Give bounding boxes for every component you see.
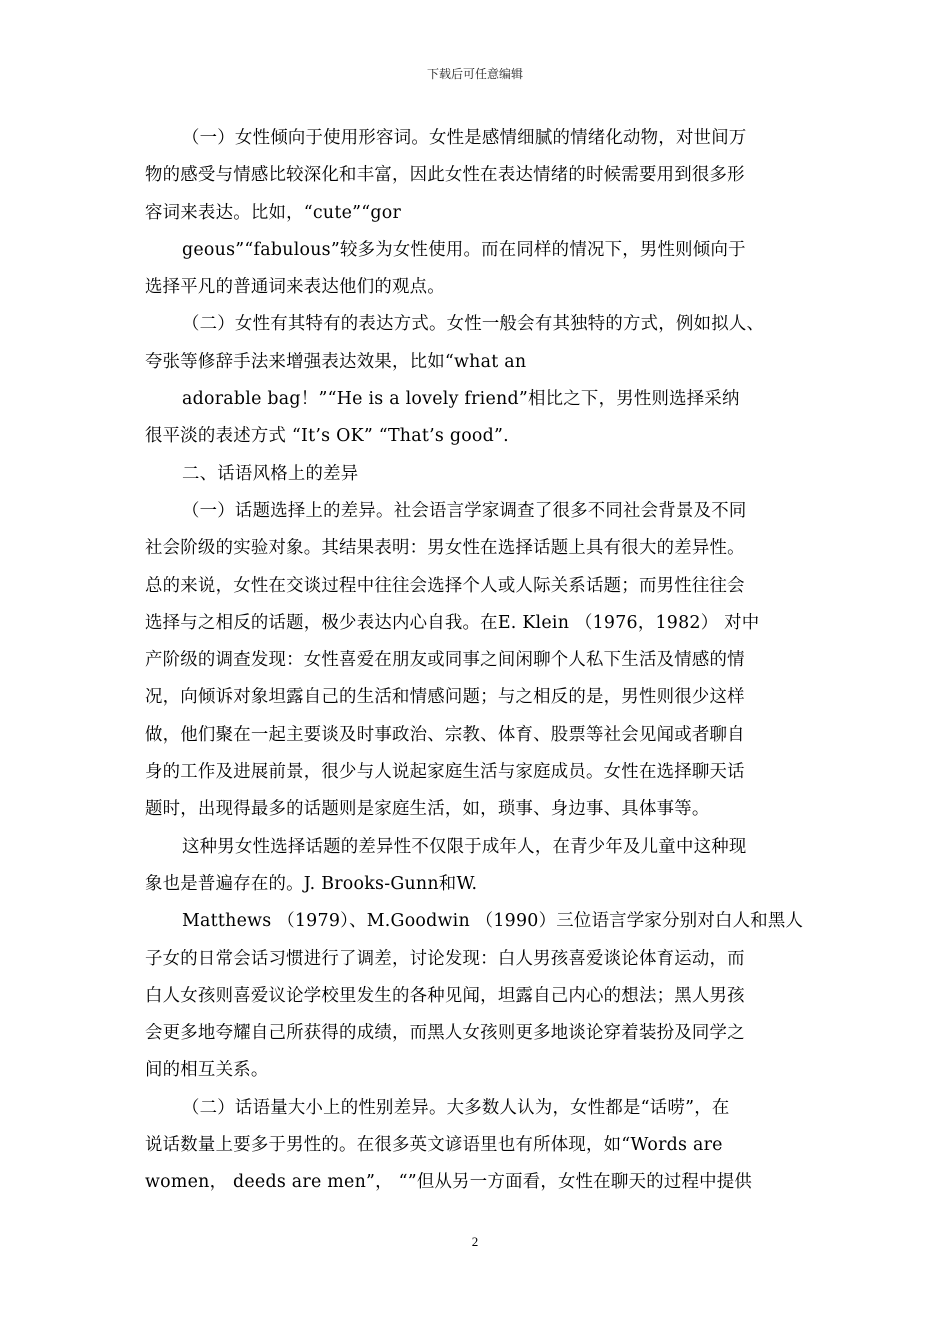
text-line: （一）话题选择上的差异。社会语言学家调查了很多不同社会背景及不同 [182, 500, 747, 521]
text-line: women， deeds are men”， “”但从另一方面看，女性在聊天的过程中提供 [145, 1172, 753, 1193]
text-line: 二、话语风格上的差异 [182, 463, 359, 484]
text-line: 会更多地夸耀自己所获得的成绩，而黑人女孩则更多地谈论穿着装扮及同学之 [145, 1023, 745, 1044]
text-line: （二）女性有其特有的表达方式。女性一般会有其独特的方式，例如拟人、 [182, 314, 765, 335]
text-line: adorable bag！”“He is a lovely friend”相比之下，男性则选择采纳 [182, 389, 740, 410]
text-line: geous”“fabulous”较多为女性使用。而在同样的情况下，男性则倾向于 [182, 239, 746, 260]
text-line: 做，他们聚在一起主要谈及时事政治、宗教、体育、股票等社会见闻或者聊自 [145, 724, 745, 745]
text-line: 选择平凡的普通词来表达他们的观点。 [145, 277, 445, 298]
text-line: （一）女性倾向于使用形容词。女性是感情细腻的情绪化动物，对世间万 [182, 128, 747, 148]
text-line: 物的感受与情感比较深化和丰富，因此女性在表达情绪的时候需要用到很多形 [145, 165, 745, 186]
page-header: 下载后可任意编辑 [426, 67, 523, 81]
text-line: 很平淡的表述方式 “It’s OK” “That’s good”. [145, 426, 509, 447]
text-line: （二）话语量大小上的性别差异。大多数人认为，女性都是“话唠”，在 [182, 1097, 730, 1118]
text-line: 白人女孩则喜爱议论学校里发生的各种见闻，坦露自己内心的想法；黑人男孩 [145, 985, 745, 1006]
text-line: 夸张等修辞手法来增强表达效果，比如“what an [145, 351, 527, 372]
page-number: 2 [471, 1234, 479, 1249]
text-line: 这种男女性选择话题的差异性不仅限于成年人，在青少年及儿童中这种现 [182, 836, 747, 857]
text-line: Matthews （1979）、M.Goodwin （1990）三位语言学家分别对白人和黑人 [182, 911, 804, 932]
text-line: 总的来说，女性在交谈过程中往往会选择个人或人际关系话题；而男性往往会 [145, 575, 745, 596]
text-line: 况，向倾诉对象坦露自己的生活和情感问题；与之相反的是，男性则很少这样 [145, 687, 745, 708]
text-line: 间的相互关系。 [145, 1060, 269, 1081]
text-line: 社会阶级的实验对象。其结果表明：男女性在选择话题上具有很大的差异性。 [145, 538, 745, 559]
text-line: 象也是普遍存在的。J. Brooks-Gunn和W. [145, 873, 478, 894]
text-line: 子女的日常会话习惯进行了调差，讨论发现：白人男孩喜爱谈论体育运动，而 [145, 948, 745, 969]
text-line: 题时，出现得最多的话题则是家庭生活，如，琐事、身边事、具体事等。 [145, 799, 710, 820]
text-line: 身的工作及进展前景，很少与人说起家庭生活与家庭成员。女性在选择聊天话 [145, 762, 745, 783]
text-line: 说话数量上要多于男性的。在很多英文谚语里也有所体现，如“Words are [145, 1135, 723, 1156]
text-line: 选择与之相反的话题，极少表达内心自我。在E. Klein （1976，1982） 对中 [145, 612, 760, 633]
body-text [145, 120, 815, 1202]
text-line: 产阶级的调查发现：女性喜爱在朋友或同事之间闲聊个人私下生活及情感的情 [145, 650, 745, 671]
text-line: 容词来表达。比如，“cute”“gor [145, 202, 402, 223]
